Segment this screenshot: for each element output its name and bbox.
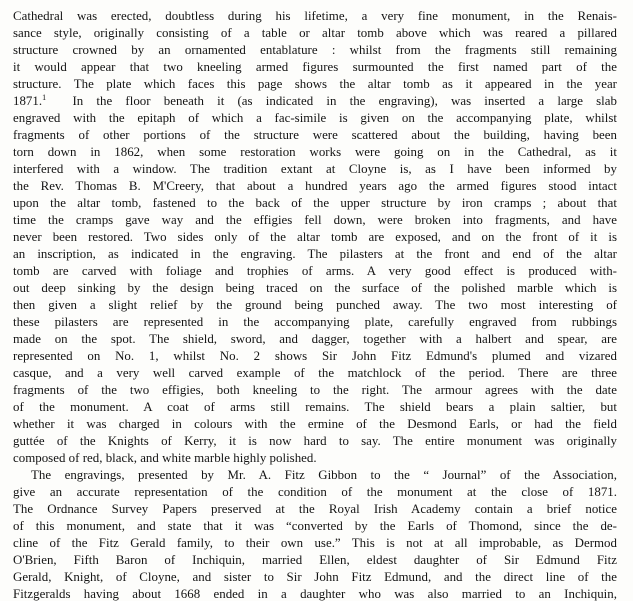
paragraph-first-line: The engravings, presented by Mr. A. Fitz Gibbon to the “ Journal” of the Association,: [31, 468, 617, 482]
text-line: upon the altar tomb, fastened to the back of the upper structure by iron cramps ; about that: [13, 196, 617, 210]
text-line: structure crowned by an ornamented entablature : whilst from the fragments still remaining: [13, 43, 617, 57]
text-line: Gerald, Knight, of Cloyne, and sister to Sir John Fitz Edmund, and the direct line of the: [13, 570, 617, 584]
text-line: fragments of other portions of the structure were scattered about the building, having been: [13, 128, 617, 142]
text-line: interfered with a window. The tradition extant at Cloyne is, as I have been informed by: [13, 162, 617, 176]
text-line: of the monument. A coat of arms still remains. The shield bears a plain saltier, but: [13, 400, 617, 414]
text-line: whether it was charged in colours with the ermine of the Desmond Earls, or had the field: [13, 417, 617, 431]
line-remainder: In the floor beneath it (as indicated in the engraving), was inserted a large slab: [72, 94, 617, 108]
text-line: it would appear that two kneeling armed figures surmounted the first named part of the: [13, 60, 617, 74]
text-line: these pilasters are represented in the accompanying plate, carefully engraved from rubbings: [13, 315, 617, 329]
text-line: tomb are carved with foliage and trophies of arms. A very good effect is produced with-: [13, 264, 617, 278]
text-line: structure. The plate which faces this page shows the altar tomb as it appeared in the year: [13, 77, 617, 91]
text-line: cline of the Fitz Gerald family, to their own use.” This is not at all improbable, as Dermod: [13, 536, 617, 550]
text-line: guttée of the Knights of Kerry, it is now hard to say. The entire monument was originally: [13, 434, 617, 448]
text-line: time the cramps gave way and the effigies fell down, were broken into fragments, and have: [13, 213, 617, 227]
text-line: out deep sinking by the design being traced on the surface of the polished marble which is: [13, 281, 617, 295]
text-line: Fitzgeralds having about 1668 ended in a daughter who was also married to an Inchiquin,: [13, 587, 617, 601]
text-line: never been restored. Two sides only of the altar tomb are exposed, and on the front of it is: [13, 230, 617, 244]
text-line: engraved with the epitaph of which a fac-simile is given on the accompanying plate, whilst: [13, 111, 617, 125]
year-text: 1871.: [13, 94, 43, 108]
text-line: give an accurate representation of the condition of the monument at the close of 1871.: [13, 485, 617, 499]
text-line: the Rev. Thomas B. M'Creery, that about a hundred years ago the armed figures stood intact: [13, 179, 617, 193]
text-line: made on the spot. The shield, sword, and dagger, together with a halbert and spear, are: [13, 332, 617, 346]
text-line: sance style, originally consisting of a table or altar tomb above which was reared a pillared: [13, 26, 617, 40]
text-line: represented on No. 1, whilst No. 2 shows Sir John Fitz Edmund's plumed and vizared: [13, 349, 617, 363]
text-line: fragments of the two effigies, both kneeling to the right. The armour agrees with the date: [13, 383, 617, 397]
text-line: of this monument, and state that it was “converted by the Earls of Thomond, since the de-: [13, 519, 617, 533]
text-line-with-footnote: [13, 93, 617, 109]
footnote-marker[interactable]: 1: [42, 93, 47, 102]
text-line: torn down in 1862, when some restoration works were going on in the Cathedral, as it: [13, 145, 617, 159]
text-line: then given a slight relief by the ground being punched away. The two most interesting of: [13, 298, 617, 312]
paragraph-last-line: composed of red, black, and white marble highly polished.: [13, 451, 317, 465]
text-line: an inscription, as indicated in the engraving. The pilasters at the front and end of the altar: [13, 247, 617, 261]
text-line: Cathedral was erected, doubtless during his lifetime, a very fine monument, in the Renais-: [13, 9, 617, 23]
text-line: O'Brien, Fifth Baron of Inchiquin, married Ellen, eldest daughter of Sir Edmund Fitz: [13, 553, 617, 567]
text-line: The Ordnance Survey Papers preserved at the Royal Irish Academy contain a brief notice: [13, 502, 617, 516]
text-line: casque, and a very well carved example of the matchlock of the period. There are three: [13, 366, 617, 380]
